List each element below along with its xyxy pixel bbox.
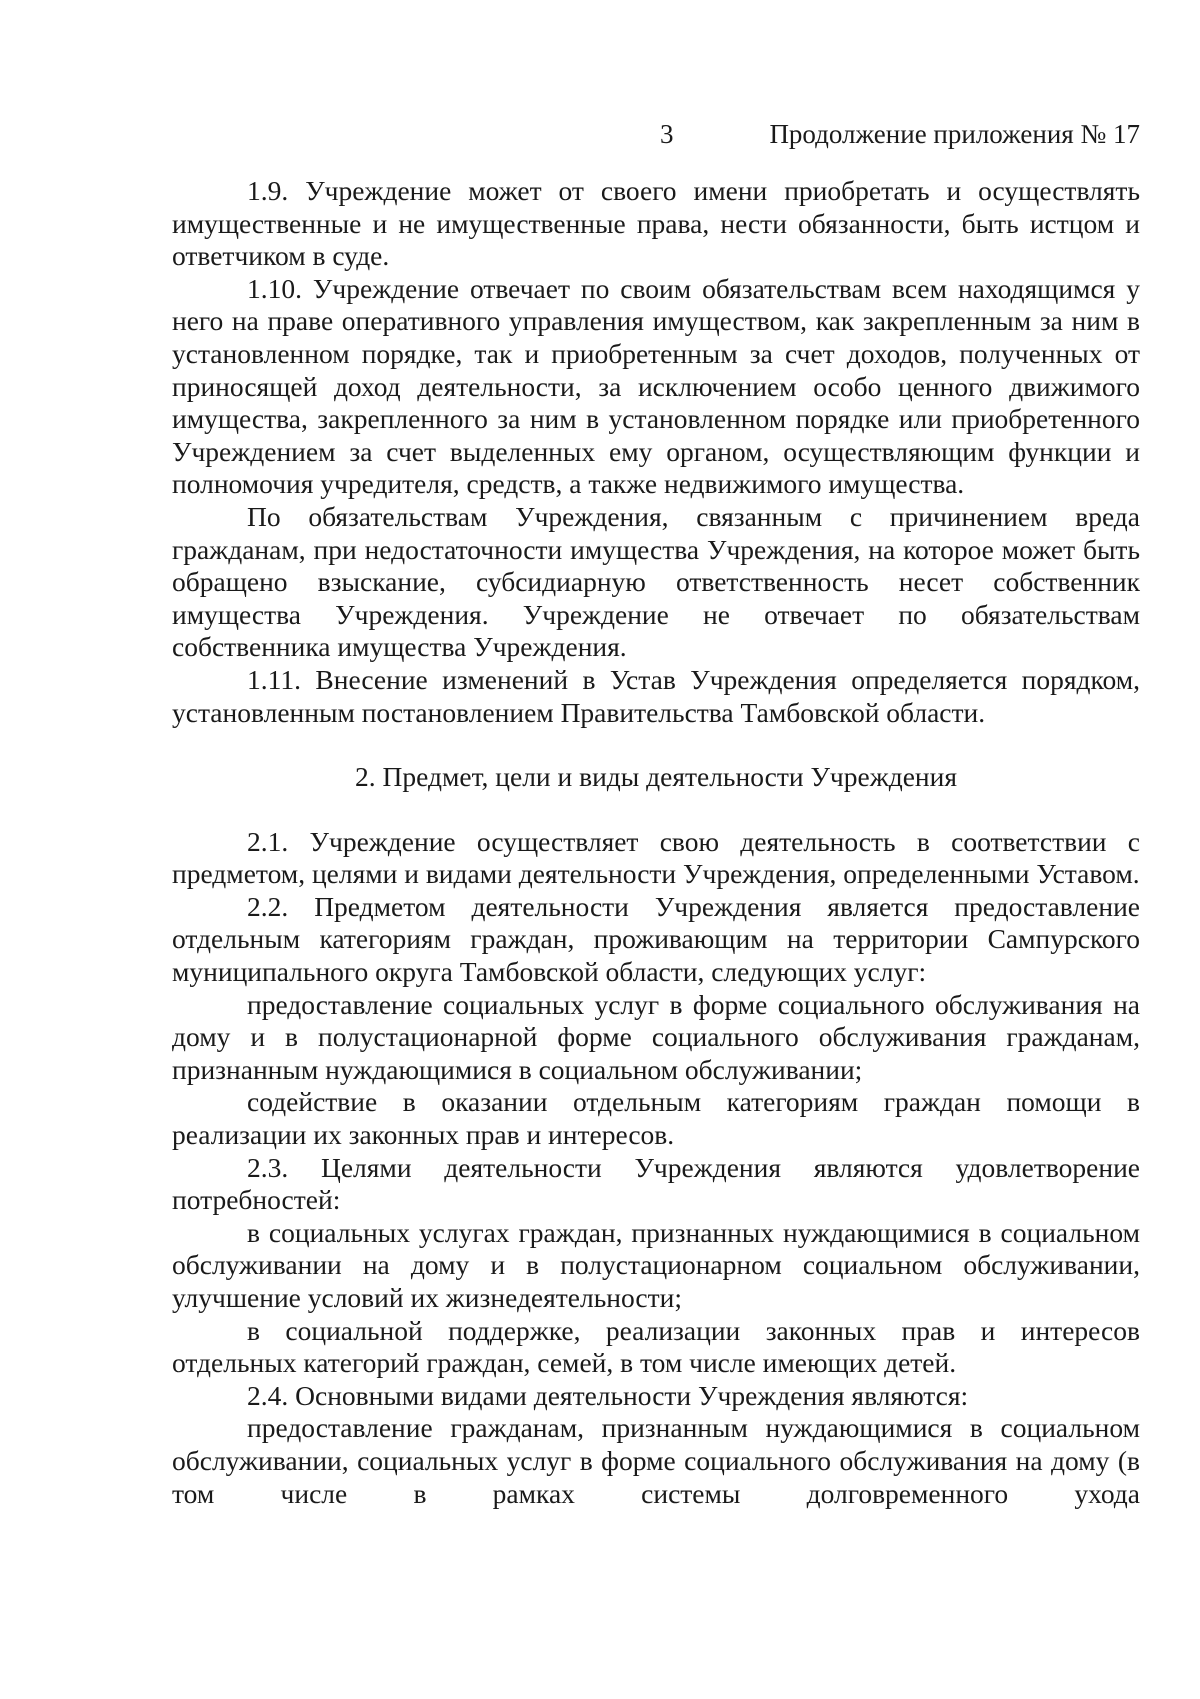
paragraph-1-9: 1.9. Учреждение может от своего имени приобретать и осуществлять имущественные и не имущественные права, нести обязанности, быть истцом и ответчиком в суде. — [172, 175, 1140, 272]
appendix-label: Продолжение приложения № 17 — [769, 119, 1140, 149]
paragraph-1-10: 1.10. Учреждение отвечает по своим обязательствам всем находящимся у него на праве оперативного управления имуществом, как закрепленным за ним в установленном порядке, так и приобретенным за счет доходов, полученных от приносящей доход деятельности, за исключением особо ценного движимого имущества, закрепленного за ним в установленном порядке или приобретенного Учреждением за счет выделенных ему органом, осуществляющим функции и полномочия учредителя, средств, а также недвижимого имущества. — [172, 272, 1140, 500]
paragraph-2-2-item-2: содействие в оказании отдельным категориям граждан помощи в реализации их законных прав и интересов. — [172, 1086, 1140, 1151]
page-header — [660, 114, 1140, 154]
paragraph-2-3-item-2: в социальной поддержке, реализации законных прав и интересов отдельных категорий граждан, семей, в том числе имеющих детей. — [172, 1314, 1140, 1379]
section-title: 2. Предмет, цели и виды деятельности Учреждения — [355, 761, 957, 793]
paragraph-2-2: 2.2. Предметом деятельности Учреждения является предоставление отдельным категориям граждан, проживающим на территории Сампурского муниципального округа Тамбовской области, следующих услуг: — [172, 890, 1140, 988]
paragraph-2-3-item-1: в социальных услугах граждан, признанных нуждающимися в социальном обслуживании на дому и в полустационарном социальном обслуживании, улучшение условий их жизнедеятельности; — [172, 1216, 1140, 1313]
paragraph-2-1: 2.1. Учреждение осуществляет свою деятельность в соответствии с предметом, целями и видами деятельности Учреждения, определенными Уставом. — [172, 825, 1140, 890]
paragraph-1-11: 1.11. Внесение изменений в Устав Учреждения определяется порядком, установленным постановлением Правительства Тамбовской области. — [172, 663, 1140, 728]
document-body — [172, 175, 1140, 1510]
paragraph-2-3: 2.3. Целями деятельности Учреждения являются удовлетворение потребностей: — [172, 1151, 1140, 1216]
page-number: 3 — [660, 119, 674, 149]
paragraph-2-4-item-1: предоставление гражданам, признанным нуждающимися в социальном обслуживании, социальных услуг в форме социального обслуживания на дому (в том числе в рамках системы долговременного ухода — [172, 1412, 1140, 1509]
paragraph-2-4: 2.4. Основными видами деятельности Учреждения являются: — [247, 1379, 969, 1411]
paragraph-2-2-item-1: предоставление социальных услуг в форме социального обслуживания на дому и в полустационарной форме социального обслуживания гражданам, признанным нуждающимися в социальном обслуживании; — [172, 988, 1140, 1085]
paragraph-liability: По обязательствам Учреждения, связанным с причинением вреда гражданам, при недостаточности имущества Учреждения, на которое может быть обращено взыскание, субсидиарную ответственность несет собственник имущества Учреждения. Учреждение не отвечает по обязательствам собственника имущества Учреждения. — [172, 500, 1140, 663]
